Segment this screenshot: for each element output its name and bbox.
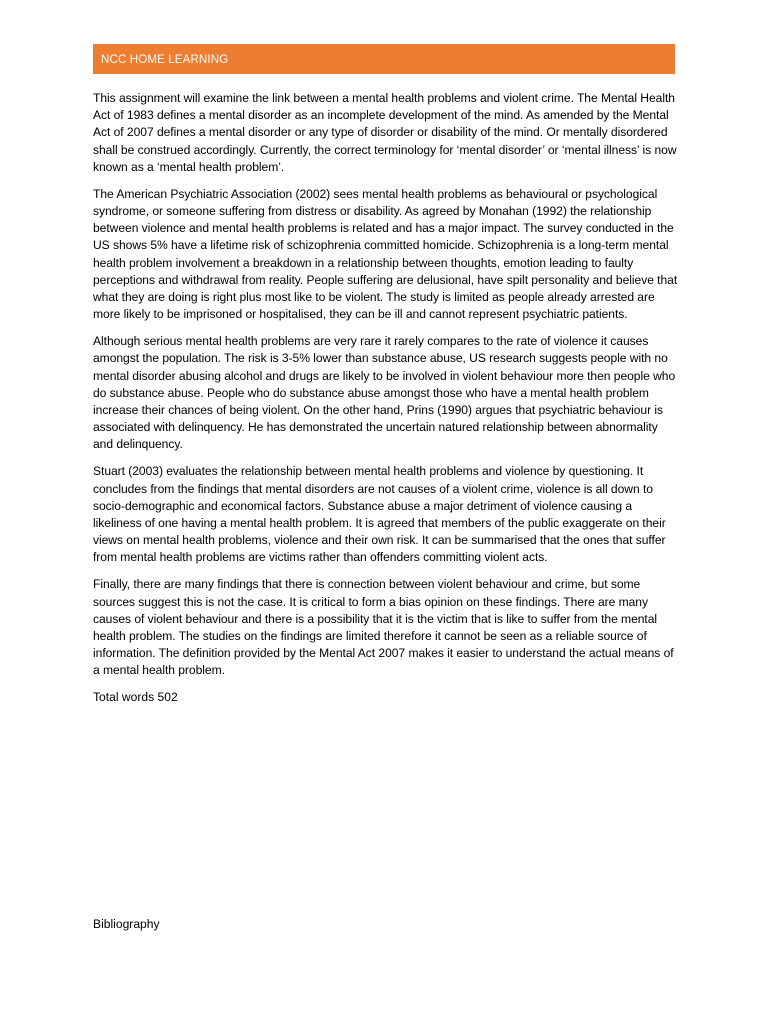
word-count: Total words 502 [93, 690, 178, 705]
paragraph-apa-definition: The American Psychiatric Association (2002) sees mental health problems as behavioural or psychological syndrome, or someone suffering from distress or disability. As agreed by Monahan (1992) the relationship between violence and mental health problems is related and has a major impact. The survey conducted in the US shows 5% have a lifetime risk of schizophrenia committed homicide. Schizophrenia is a long-term mental health problem involvement a breakdown in a relationship between thoughts, emotion leading to faulty perceptions and withdrawal from reality. People suffering are delusional, have spilt personality and believe that what they are doing is right plus most like to be violent. The study is limited as people already arrested are more likely to be imprisoned or hospitalised, they can be ill and cannot represent psychiatric patients. [93, 186, 678, 322]
paragraph-conclusion: Finally, there are many findings that there is connection between violent behaviour and crime, but some sources suggest this is not the case. It is critical to form a bias opinion on these findings. There are many causes of violent behaviour and there is a possibility that it is the victim that is like to suffer from the mental health problem. The studies on the findings are limited therefore it cannot be seen as a reliable source of information. The definition provided by the Mental Act 2007 makes it easier to understand the actual means of a mental health problem. [93, 577, 674, 678]
header-banner [93, 44, 675, 74]
paragraph-introduction: This assignment will examine the link between a mental health problems and violent crime. The Mental Health Act of 1983 defines a mental disorder as an incomplete development of the mind. As amended by the Mental Act of 2007 defines a mental disorder or any type of disorder or disability of the mind. Or mentally disordered shall be construed accordingly. Currently, the correct terminology for ‘mental disorder’ or ‘mental illness’ is now known as a ‘mental health problem’. [93, 91, 677, 174]
paragraph-substance-abuse: Although serious mental health problems are very rare it rarely compares to the rate of violence it causes amongst the population. The risk is 3-5% lower than substance abuse, US research suggests people with no mental disorder abusing alcohol and drugs are likely to be involved in violent behaviour more then people who do substance abuse. People who do substance abuse amongst those who have a mental health problem increase their chances of being violent. On the other hand, Prins (1990) argues that psychiatric behaviour is associated with delinquency. He has demonstrated the uncertain natured relationship between abnormality and delinquency. [93, 334, 676, 452]
paragraph-stuart-evaluation: Stuart (2003) evaluates the relationship between mental health problems and violence by questioning. It concludes from the findings that mental disorders are not causes of a violent crime, violence is all down to socio-demographic and economical factors. Substance abuse a major detriment of violence causing a likeliness of one having a mental health problem. It is agreed that members of the public exaggerate on their views on mental health problems, violence and their own risk. It can be summarised that the ones that suffer from mental health problems are victims rather than offenders committing violent acts. [93, 464, 666, 565]
header-title: NCC HOME LEARNING [101, 52, 229, 66]
essay-body [93, 90, 679, 707]
bibliography-heading: Bibliography [93, 917, 160, 931]
